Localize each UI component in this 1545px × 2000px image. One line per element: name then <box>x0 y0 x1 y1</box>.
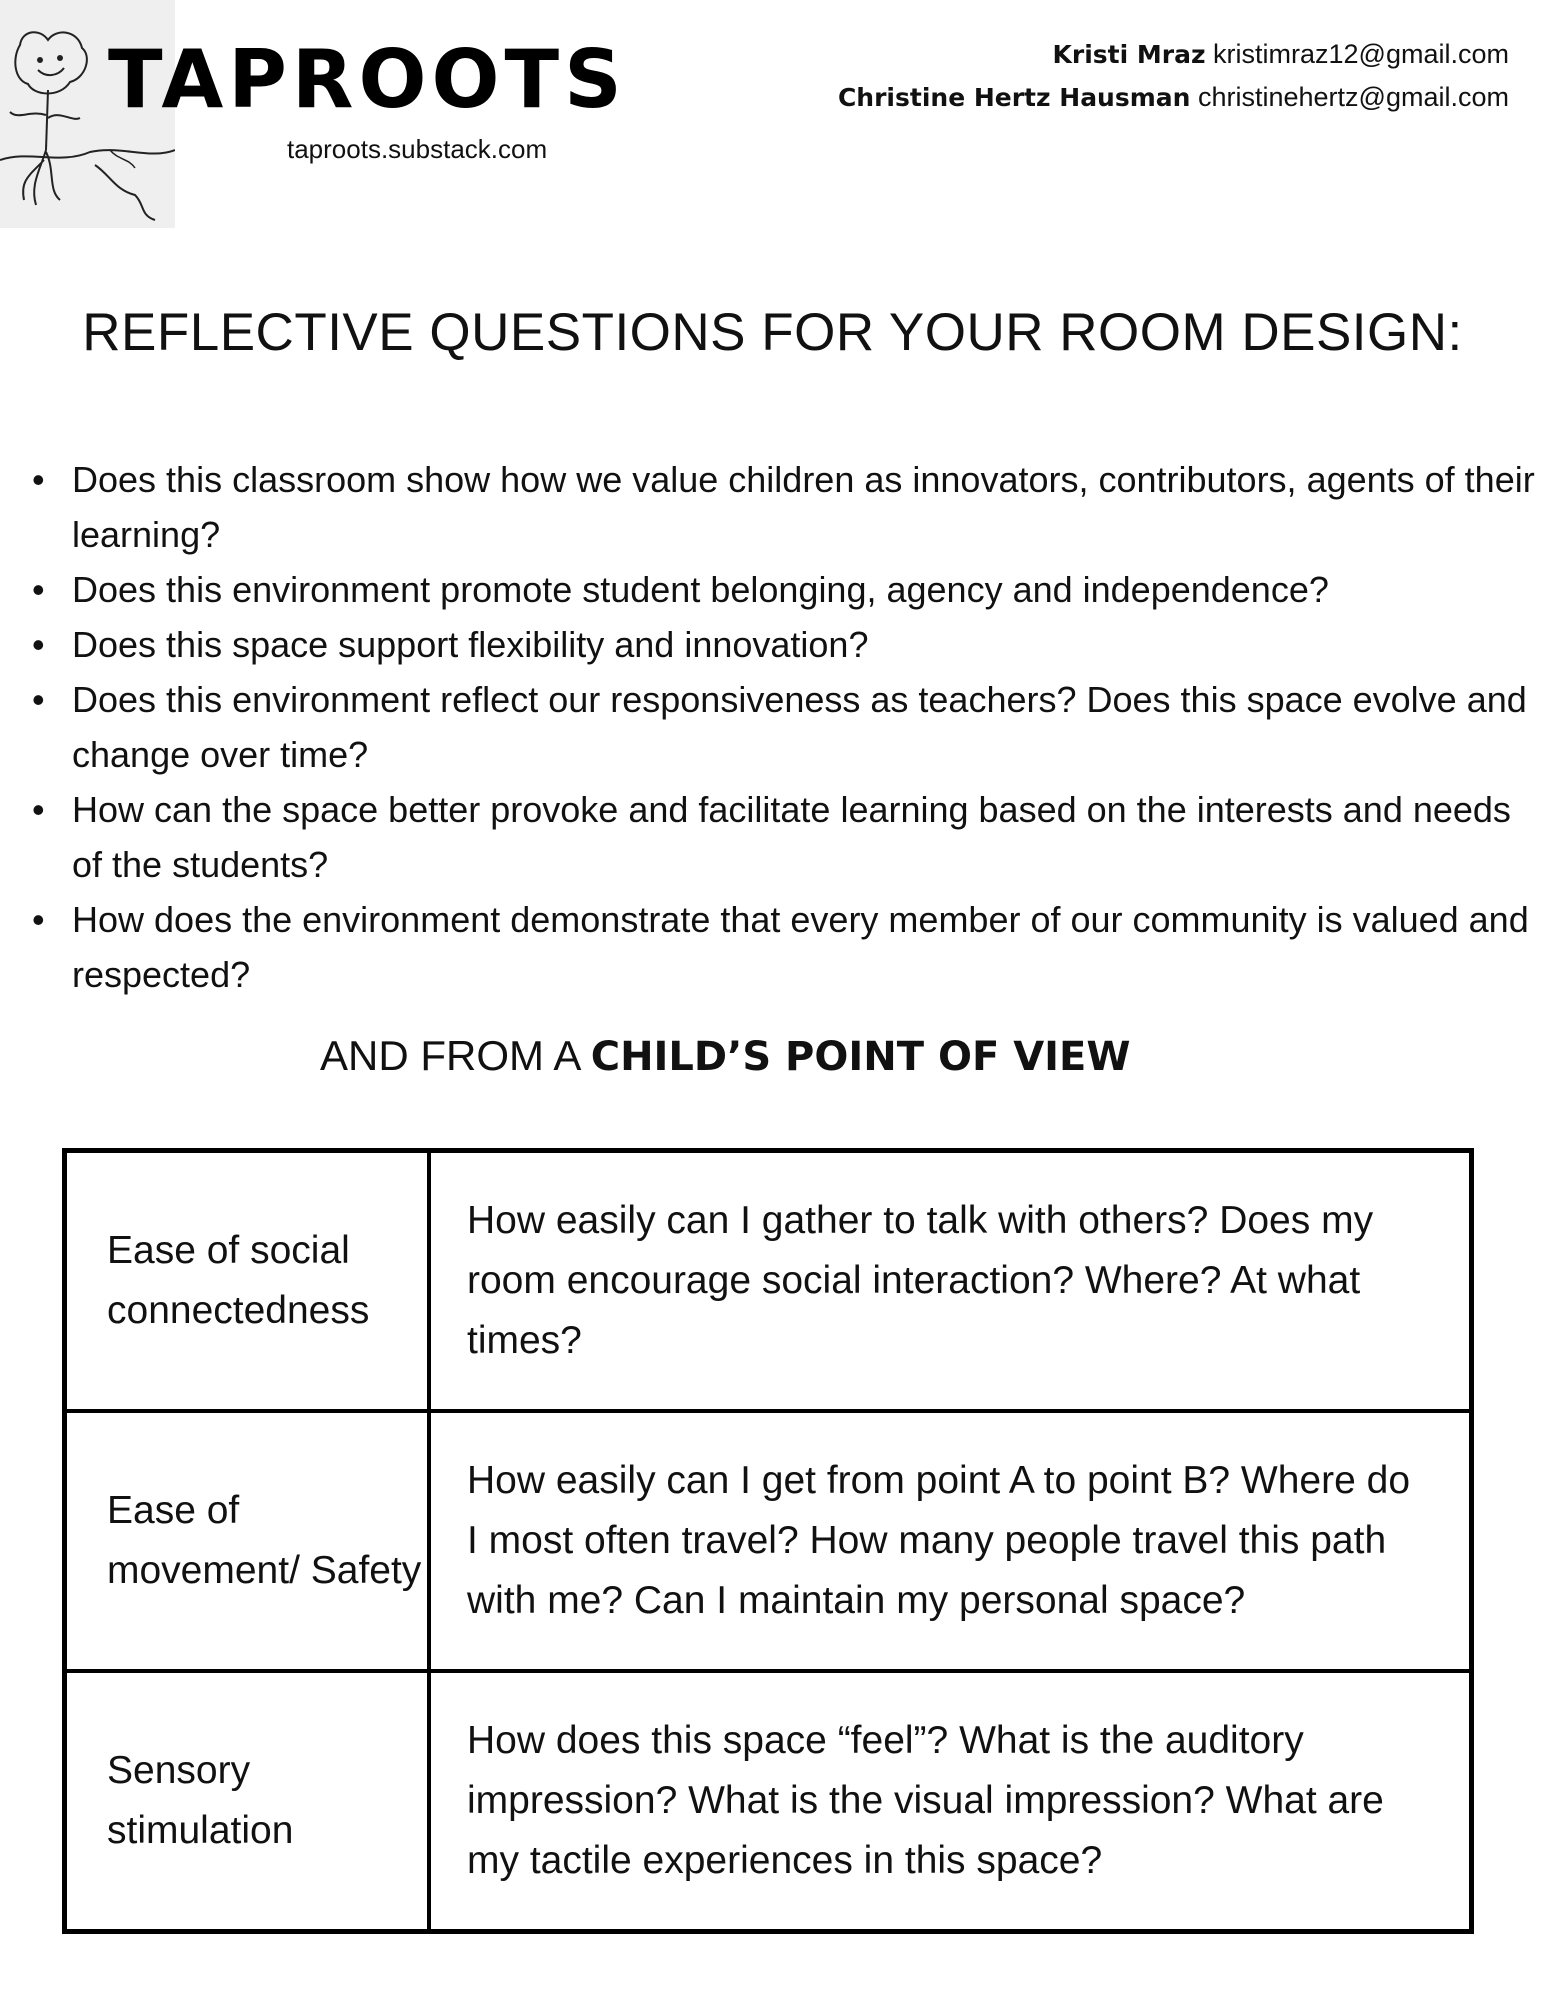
contact-line <box>838 76 1509 119</box>
contact-email[interactable]: christinehertz@gmail.com <box>1197 82 1509 112</box>
contact-name: Christine Hertz Hausman <box>837 83 1191 112</box>
list-item: • Does this environment promote student belonging, agency and independence? <box>28 562 1538 617</box>
list-item: • How does the environment demonstrate that every member of our community is valued and respected? <box>28 892 1538 1002</box>
table-row <box>65 1671 1472 1932</box>
list-item: • Does this classroom show how we value children as innovators, contributors, agents of their learning? <box>28 452 1538 562</box>
table-row <box>65 1411 1472 1671</box>
question-list <box>28 452 1538 1002</box>
section-heading-prefix: AND FROM A <box>320 1032 580 1079</box>
brand-url[interactable]: taproots.substack.com <box>287 134 548 164</box>
row-label: Ease of movement/ Safety <box>65 1411 430 1671</box>
list-item: • How can the space better provoke and facilitate learning based on the interests and needs of the students? <box>28 782 1538 892</box>
point-of-view-table <box>62 1148 1474 1934</box>
row-text: How easily can I gather to talk with others? Does my room encourage social interaction? Where? At what times? <box>429 1151 1472 1412</box>
table-row <box>65 1151 1472 1412</box>
row-label: Ease of social connectedness <box>65 1151 430 1412</box>
list-item: • Does this environment reflect our responsiveness as teachers? Does this space evolve and change over time? <box>28 672 1538 782</box>
contact-line <box>838 33 1509 76</box>
row-label: Sensory stimulation <box>65 1671 430 1932</box>
section-heading-bold: CHILD’S POINT OF VIEW <box>590 1034 1131 1080</box>
brand-title: TAPROOTS <box>108 33 627 126</box>
section-heading <box>320 1032 1130 1080</box>
row-text: How does this space “feel”? What is the auditory impression? What is the visual impression? What are my tactile experiences in this space? <box>429 1671 1472 1932</box>
page-title: REFLECTIVE QUESTIONS FOR YOUR ROOM DESIGN: <box>82 303 1463 362</box>
row-text: How easily can I get from point A to point B? Where do I most often travel? How many people travel this path with me? Can I maintain my personal space? <box>429 1411 1472 1671</box>
contact-block <box>838 33 1509 119</box>
list-item: • Does this space support flexibility and innovation? <box>28 617 1538 672</box>
contact-email[interactable]: kristimraz12@gmail.com <box>1213 39 1509 69</box>
contact-name: Kristi Mraz <box>1052 40 1206 69</box>
